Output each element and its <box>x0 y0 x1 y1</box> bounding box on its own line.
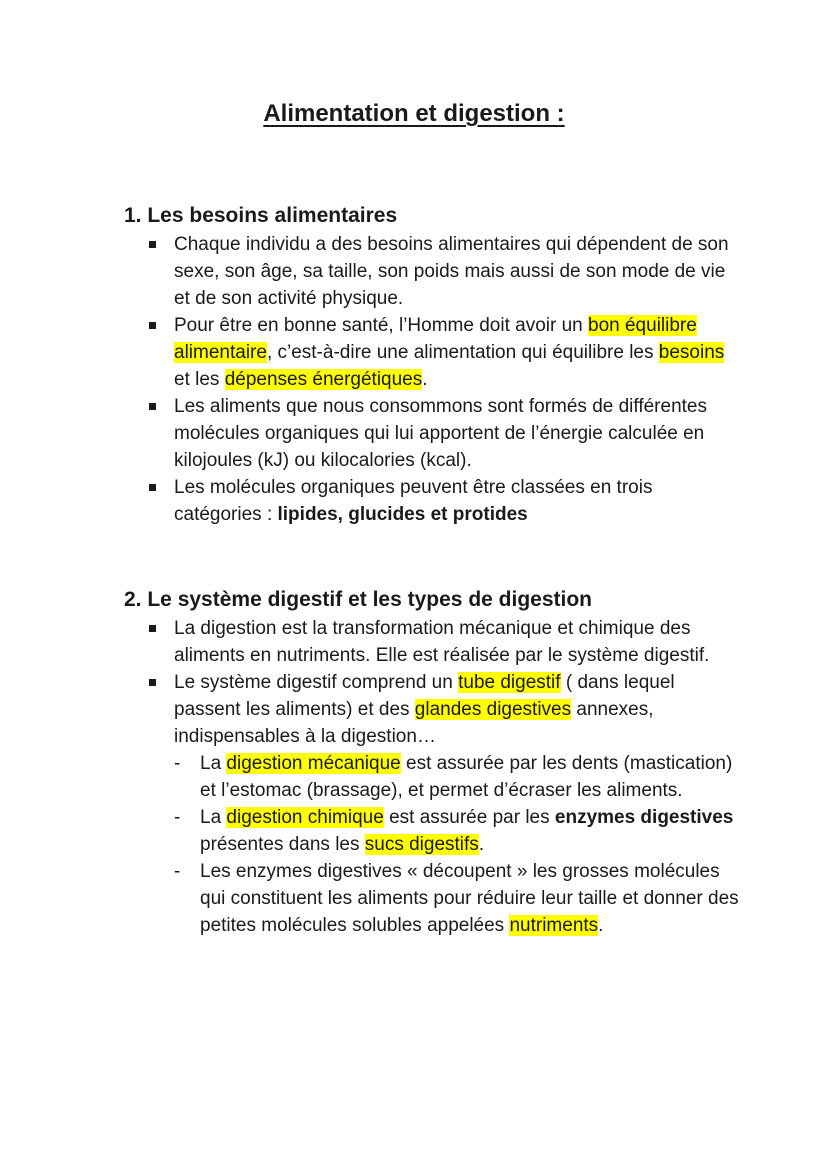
text-run: La <box>200 807 227 828</box>
text-run: Le système digestif comprend un <box>174 672 459 693</box>
square-bullet-icon <box>149 241 156 248</box>
highlighted-text: bon équilibre alimentaire <box>174 315 697 363</box>
page-title-text: Alimentation et digestion : <box>263 100 565 127</box>
text-run: . <box>598 915 604 936</box>
bullet-item <box>174 312 744 393</box>
dash-bullet-icon: - <box>174 861 181 882</box>
text-run: La digestion est la transformation mécanique et chimique des aliments en nutriments. Elle est réalisée par le système digestif. <box>174 618 710 666</box>
sub-item <box>174 858 744 939</box>
text-run: Les molécules organiques peuvent être classées en trois catégories : <box>174 477 653 525</box>
highlighted-text: digestion mécanique <box>226 753 401 774</box>
text-run: est assurée par les <box>383 807 555 828</box>
bullet-item <box>174 615 744 669</box>
bold-text: enzymes digestives <box>554 807 734 828</box>
highlighted-text: tube digestif <box>458 672 561 693</box>
text-run: ( dans lequel passent les aliments) et des <box>174 672 675 720</box>
bullet-item <box>174 474 744 528</box>
text-run: est assurée par les dents (mastication) et l’estomac (brassage), et permet d’écraser les aliments. <box>200 753 733 801</box>
highlighted-text: dépenses énergétiques <box>224 369 423 390</box>
text-run: Les aliments que nous consommons sont formés de différentes molécules organiques qui lui apportent de l’énergie calculée en kilojoules (kJ) ou kilocalories (kcal). <box>174 396 707 471</box>
bullet-item <box>174 669 744 939</box>
sub-item <box>174 804 744 858</box>
bullet-item <box>174 231 744 312</box>
dash-bullet-icon: - <box>174 807 181 828</box>
text-run: annexes, indispensables à la digestion… <box>174 699 654 747</box>
text-run: et les <box>174 369 225 390</box>
bullet-list <box>174 615 744 939</box>
sub-item <box>174 750 744 804</box>
text-run: Pour être en bonne santé, l’Homme doit avoir un <box>174 315 589 336</box>
square-bullet-icon <box>149 625 156 632</box>
page-title <box>0 100 828 128</box>
highlighted-text: nutriments <box>509 915 599 936</box>
text-run: présentes dans les <box>200 834 365 855</box>
sub-list <box>174 750 744 939</box>
bullet-item <box>174 393 744 474</box>
highlighted-text: glandes digestives <box>414 699 572 720</box>
bold-text: lipides, glucides et protides <box>277 504 528 525</box>
text-run: La <box>200 753 227 774</box>
highlighted-text: sucs digestifs <box>364 834 479 855</box>
dash-bullet-icon: - <box>174 753 181 774</box>
section-heading: 1. Les besoins alimentaires <box>124 204 398 227</box>
highlighted-text: besoins <box>658 342 725 363</box>
square-bullet-icon <box>149 403 156 410</box>
text-run: , c’est-à-dire une alimentation qui équilibre les <box>266 342 659 363</box>
square-bullet-icon <box>149 484 156 491</box>
section-heading: 2. Le système digestif et les types de digestion <box>124 588 592 611</box>
text-run: . <box>422 369 428 390</box>
text-run: . <box>478 834 485 855</box>
square-bullet-icon <box>149 322 156 329</box>
bullet-list <box>174 231 744 528</box>
text-run: Les enzymes digestives « découpent » les grosses molécules qui constituent les aliments pour réduire leur taille et donner des petites molécules solubles appelées <box>200 861 739 936</box>
text-run: Chaque individu a des besoins alimentaires qui dépendent de son sexe, son âge, sa taille, son poids mais aussi de son mode de vie et de son activité physique. <box>174 234 729 309</box>
square-bullet-icon <box>149 679 156 686</box>
highlighted-text: digestion chimique <box>226 807 384 828</box>
